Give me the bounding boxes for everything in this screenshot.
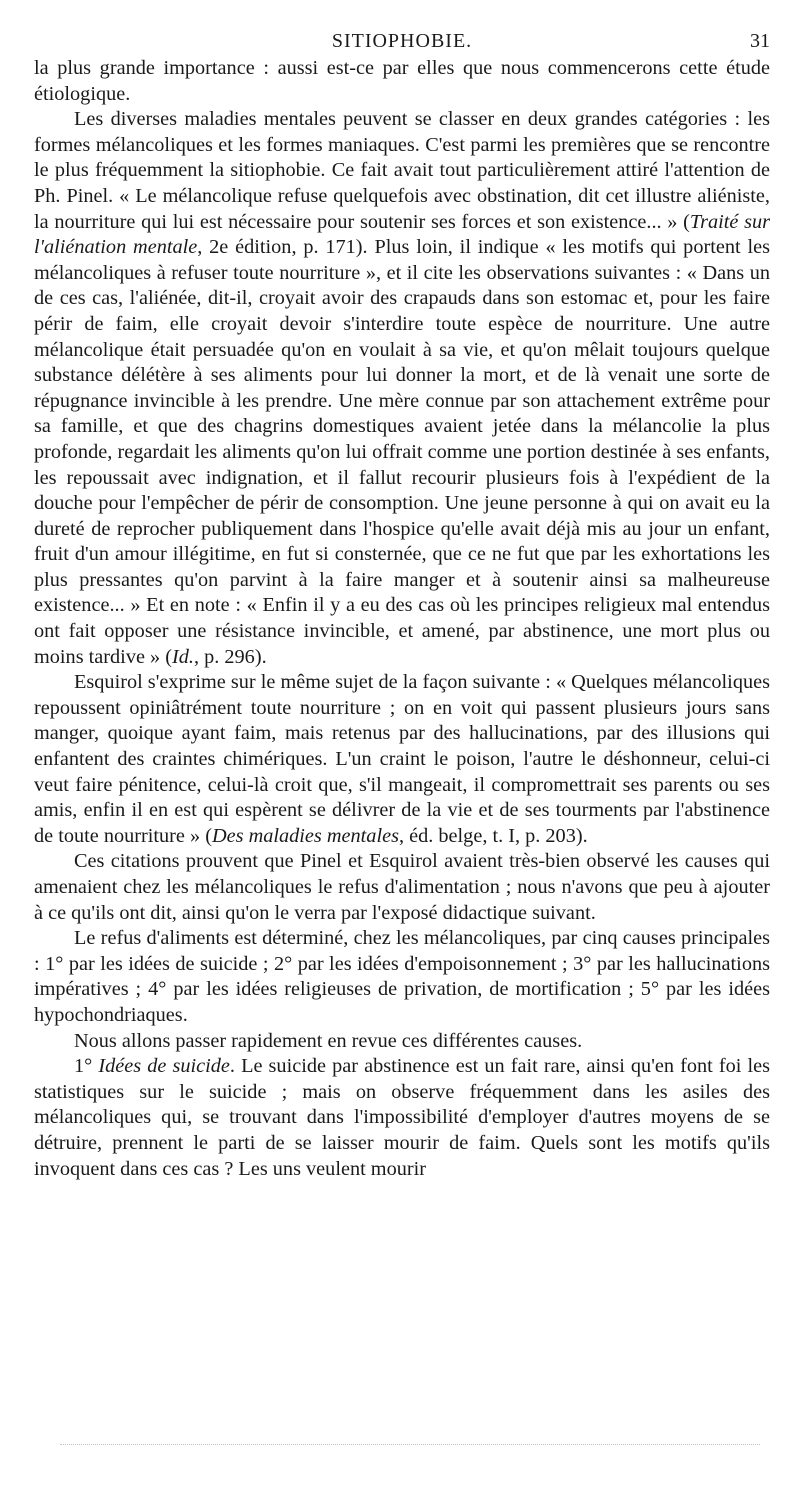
text-run: Nous allons passer rapidement en revue ces différentes causes. (74, 1029, 583, 1052)
text-run: la plus grande importance : aussi est-ce par elles que nous commencerons cette étude étiologique. (34, 57, 770, 105)
body-text (34, 56, 770, 1182)
text-run: , 2e édition, p. 171). Plus loin, il indique « les motifs qui portent les mélancoliques à refuser toute nourriture », et il cite les observations suivantes : « Dans un de ces cas, l'aliénée, dit-il, croyait avoir des crapauds dans son estomac et, pour les faire périr de faim, elle croyait devoir s'interdire toute espèce de nourriture. Une autre mélancolique était persuadée qu'on en voulait à sa vie, et qu'on mêlait toujours quelque substance délétère à ses aliments pour lui donner la mort, et de là venait une sorte de répugnance invincible à les prendre. Une mère connue par son attachement extrême pour sa famille, et que des chagrins domestiques avaient jetée dans la mélancolie la plus profonde, regardait les aliments qu'on lui offrait comme une portion destinée à ses enfants, les repoussait avec indignation, et il fallut recourir plusieurs fois à l'expédient de la douche pour l'empêcher de périr de consomption. Une jeune personne à qui on avait eu la dureté de reprocher publiquement dans l'hospice qu'elle avait déjà mis au jour un enfant, fruit d'un amour illégitime, en fut si consternée, que ce ne fut que par les exhortations les plus pressantes qu'on parvint à la faire manger et à soutenir ainsi sa malheureuse existence... » Et en note : « Enfin il y a eu des cas où les principes religieux mal entendus ont fait opposer une résistance invincible, et amené, par abstinence, une mort plus ou moins tardive » ( (34, 236, 770, 668)
text-run: Ces citations prouvent que Pinel et Esquirol avaient très-bien observé les causes qui amenaient chez les mélancoliques le refus d'alimentation ; nous n'avons que peu à ajouter à ce qu'ils ont dit, ainsi qu'on le verra par l'exposé didactique suivant. (34, 850, 770, 924)
paragraph (34, 1054, 770, 1182)
footer-rule (60, 1444, 760, 1445)
paragraph (34, 56, 770, 107)
paragraph (34, 670, 770, 849)
text-run: . Le suicide par abstinence est un fait rare, ainsi qu'en font foi les statistiques sur le suicide ; mais on observe fréquemment dans les asiles des mélancoliques qui, se trouvant dans l'impossibilité d'employer d'autres moyens de se détruire, prennent le parti de se laisser mourir de faim. Quels sont les motifs qu'ils invoquent dans ces cas ? Les uns veulent mourir (34, 1055, 770, 1180)
italic-run: Traité sur l'aliénation mentale (34, 210, 770, 259)
italic-run: Des maladies mentales (211, 824, 399, 847)
text-run: Le refus d'aliments est déterminé, chez les mélancoliques, par cinq causes principales : 1° par les idées de suicide ; 2° par les idées d'empoisonnement ; 3° par les hallucinations impératives ; 4° par les idées religieuses de privation, de mortification ; 5° par les idées hypochondriaques. (34, 927, 770, 1026)
running-title: SITIOPHOBIE. (331, 30, 473, 52)
book-page (34, 24, 770, 1182)
page-number: 31 (750, 30, 770, 52)
text-run: Esquirol s'exprime sur le même sujet de la façon suivante : « Quelques mélancoliques repoussent opiniâtrément toute nourriture ; on en voit qui passent plusieurs jours sans manger, quoique ayant faim, mais retenus par des hallucinations, par des illusions qui enfantent des craintes chimériques. L'un craint le poison, l'autre le déshonneur, celui-ci veut faire pénitence, celui-là croit que, s'il mangeait, il compromettrait ses parents ou ses amis, enfin il en est qui espèrent se délivrer de la vie et de ses tourments par l'abstinence de toute nourriture » ( (34, 671, 770, 847)
paragraph (34, 1029, 770, 1055)
italic-run: Idées de suicide (98, 1055, 230, 1078)
page-header (34, 24, 770, 56)
text-run: 1° (74, 1055, 99, 1078)
text-run: , éd. belge, t. I, p. 203). (398, 824, 588, 847)
paragraph (34, 107, 770, 670)
paragraph (34, 849, 770, 926)
italic-run: Id. (172, 645, 194, 668)
text-run: Les diverses maladies mentales peuvent se classer en deux grandes catégories : les formes mélancoliques et les formes maniaques. C'est parmi les premières que se rencontre le plus fréquemment la sitiophobie. Ce fait avait tout particulièrement attiré l'attention de Ph. Pinel. « Le mélancolique refuse quelquefois avec obstination, dit cet illustre aliéniste, la nourriture qui lui est nécessaire pour soutenir ses forces et son existence... » ( (34, 108, 770, 233)
text-run: , p. 296). (193, 645, 267, 668)
paragraph (34, 926, 770, 1028)
